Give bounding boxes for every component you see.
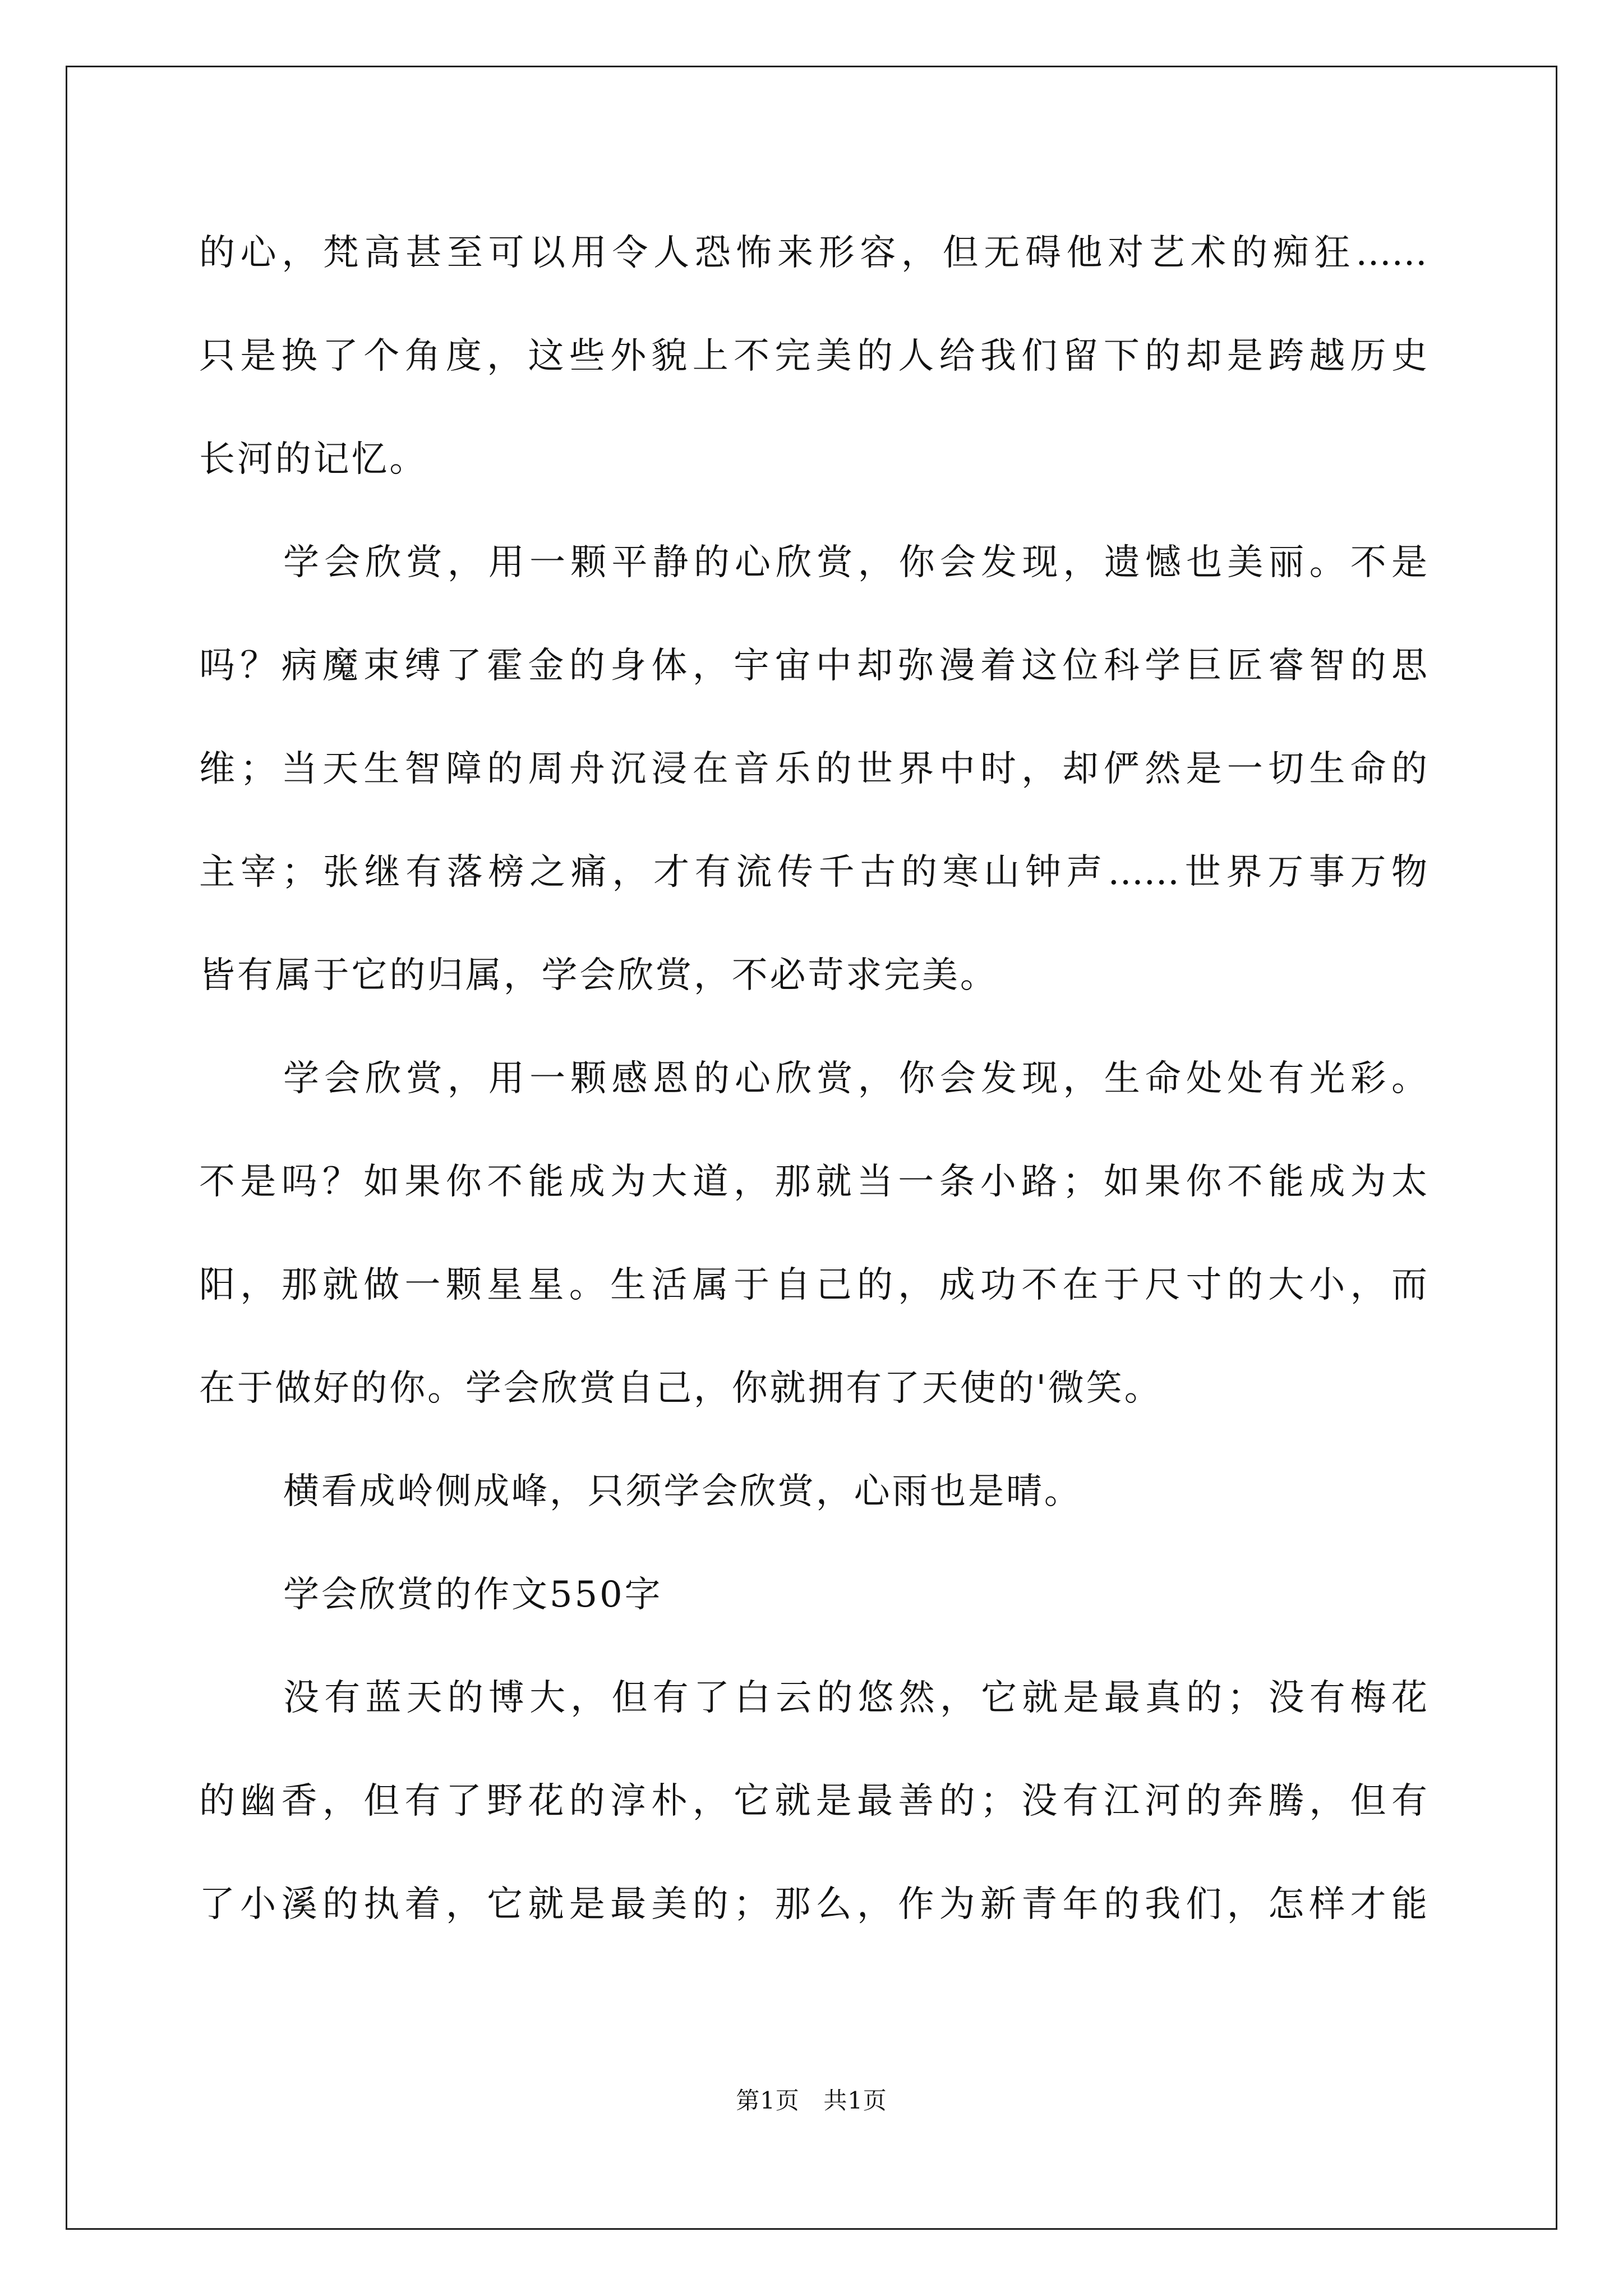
text-line: 学会欣赏，用一颗感恩的心欣赏，你会发现，生命处处有光彩。 — [283, 1058, 1427, 1099]
text-line: 皆有属于它的归属，学会欣赏，不必苛求完美。 — [199, 955, 998, 996]
text-line: 的幽香，但有了野花的淳朴，它就是最善的；没有江河的奔腾，但有 — [199, 1780, 1427, 1822]
text-line: 在于做好的你。学会欣赏自己，你就拥有了天使的'微笑。 — [199, 1368, 1163, 1409]
text-line: 横看成岭侧成峰，只须学会欣赏，心雨也是晴。 — [283, 1471, 1082, 1512]
text-line: 没有蓝天的博大，但有了白云的悠然，它就是最真的；没有梅花 — [283, 1677, 1427, 1719]
text-line: 吗？病魔束缚了霍金的身体，宇宙中却弥漫着这位科学巨匠睿智的思 — [199, 645, 1427, 687]
text-line: 只是换了个角度，这些外貌上不完美的人给我们留下的却是跨越历史 — [199, 335, 1427, 377]
text-line: 阳，那就做一颗星星。生活属于自己的，成功不在于尺寸的大小，而 — [199, 1264, 1427, 1306]
page-footer: 第1页 共1页 — [736, 2087, 887, 2114]
text-line: 学会欣赏，用一颗平静的心欣赏，你会发现，遗憾也美丽。不是 — [283, 542, 1427, 583]
text-line: 的心，梵高甚至可以用令人恐怖来形容，但无碍他对艺术的痴狂…… — [199, 232, 1427, 274]
text-line: 长河的记忆。 — [199, 439, 428, 480]
text-line: 维；当天生智障的周舟沉浸在音乐的世界中时，却俨然是一切生命的 — [199, 748, 1427, 790]
text-line: 学会欣赏的作文550字 — [283, 1574, 663, 1616]
document-body — [199, 222, 1427, 1976]
text-line: 主宰；张继有落榜之痛，才有流传千古的寒山钟声……世界万事万物 — [199, 852, 1427, 893]
text-line: 了小溪的执着，它就是最美的；那么，作为新青年的我们，怎样才能 — [199, 1884, 1427, 1925]
text-line: 不是吗？如果你不能成为大道，那就当一条小路；如果你不能成为太 — [199, 1161, 1427, 1203]
